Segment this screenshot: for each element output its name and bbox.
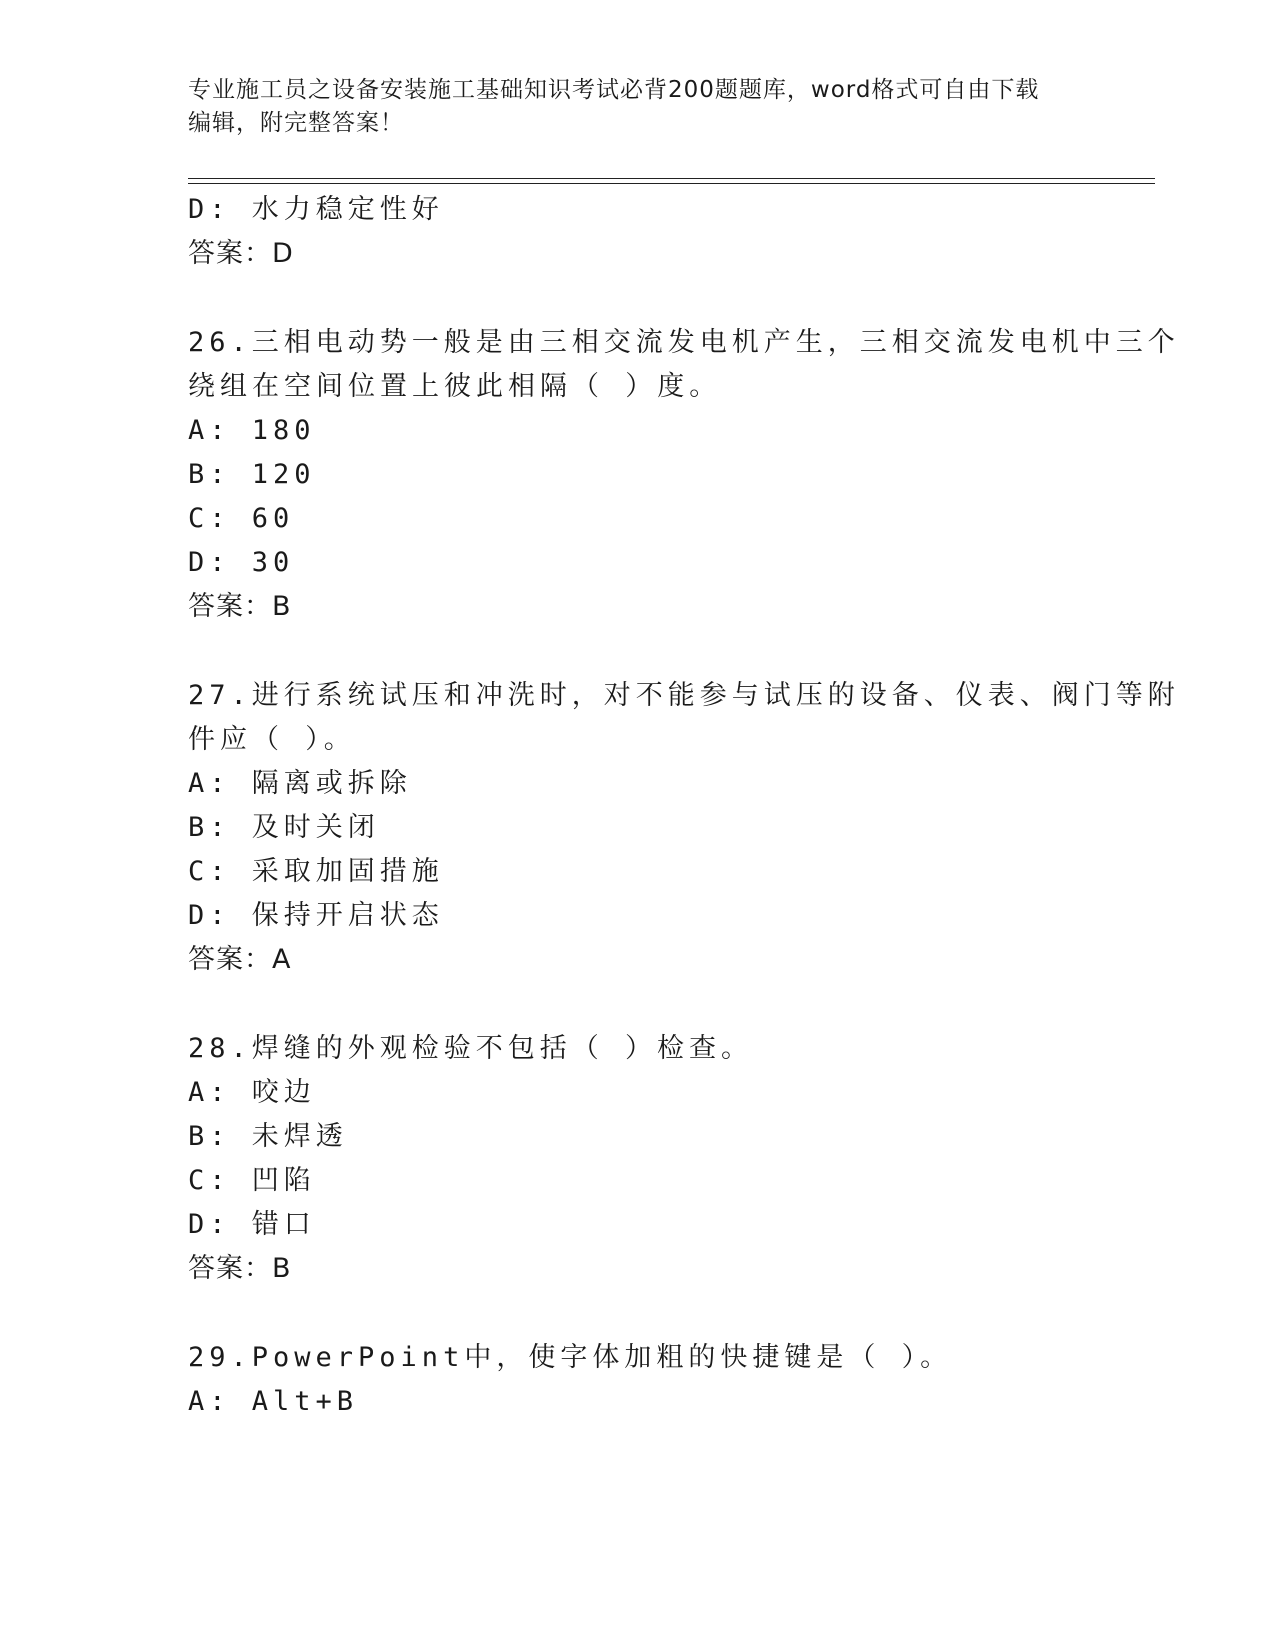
question-26-option-c: C: 60	[188, 503, 295, 534]
question-29-option-a: A: Alt+B	[188, 1386, 359, 1417]
question-28-option-a: A: 咬边	[188, 1077, 316, 1108]
header-divider-top	[188, 178, 1155, 179]
question-28-text-line-1: 28.焊缝的外观检验不包括（ ）检查。	[188, 1033, 754, 1064]
question-27-text-line-1: 27.进行系统试压和冲洗时，对不能参与试压的设备、仪表、阀门等附	[188, 680, 1180, 711]
question-28-option-d: D: 错口	[188, 1209, 316, 1240]
question-26-answer: 答案：B	[188, 591, 292, 622]
question-29-text-line-1: 29.PowerPoint中，使字体加粗的快捷键是（ ）。	[188, 1342, 953, 1373]
question-26-option-d: D: 30	[188, 547, 295, 578]
question-26-text-line-2: 绕组在空间位置上彼此相隔（ ）度。	[188, 371, 722, 402]
question-26-option-b: B: 120	[188, 459, 316, 490]
question-27-option-b: B: 及时关闭	[188, 812, 380, 843]
question-26-text-line-1: 26.三相电动势一般是由三相交流发电机产生，三相交流发电机中三个	[188, 327, 1180, 358]
header-divider-bottom	[188, 183, 1155, 184]
question-27-option-c: C: 采取加固措施	[188, 856, 444, 887]
question-27-answer: 答案：A	[188, 944, 292, 975]
option-d: D: 水力稳定性好	[188, 194, 444, 225]
answer-line: 答案：D	[188, 238, 294, 269]
question-28-option-b: B: 未焊透	[188, 1121, 348, 1152]
question-27-option-a: A: 隔离或拆除	[188, 768, 412, 799]
question-27-option-d: D: 保持开启状态	[188, 900, 444, 931]
question-28-answer: 答案：B	[188, 1253, 292, 1284]
header-line-1: 专业施工员之设备安装施工基础知识考试必背200题题库，word格式可自由下载	[188, 77, 1040, 103]
question-26-option-a: A: 180	[188, 415, 316, 446]
header-line-2: 编辑，附完整答案！	[188, 110, 404, 136]
document-header	[188, 74, 1068, 140]
question-27-text-line-2: 件应（ ）。	[188, 724, 356, 755]
question-28-option-c: C: 凹陷	[188, 1165, 316, 1196]
